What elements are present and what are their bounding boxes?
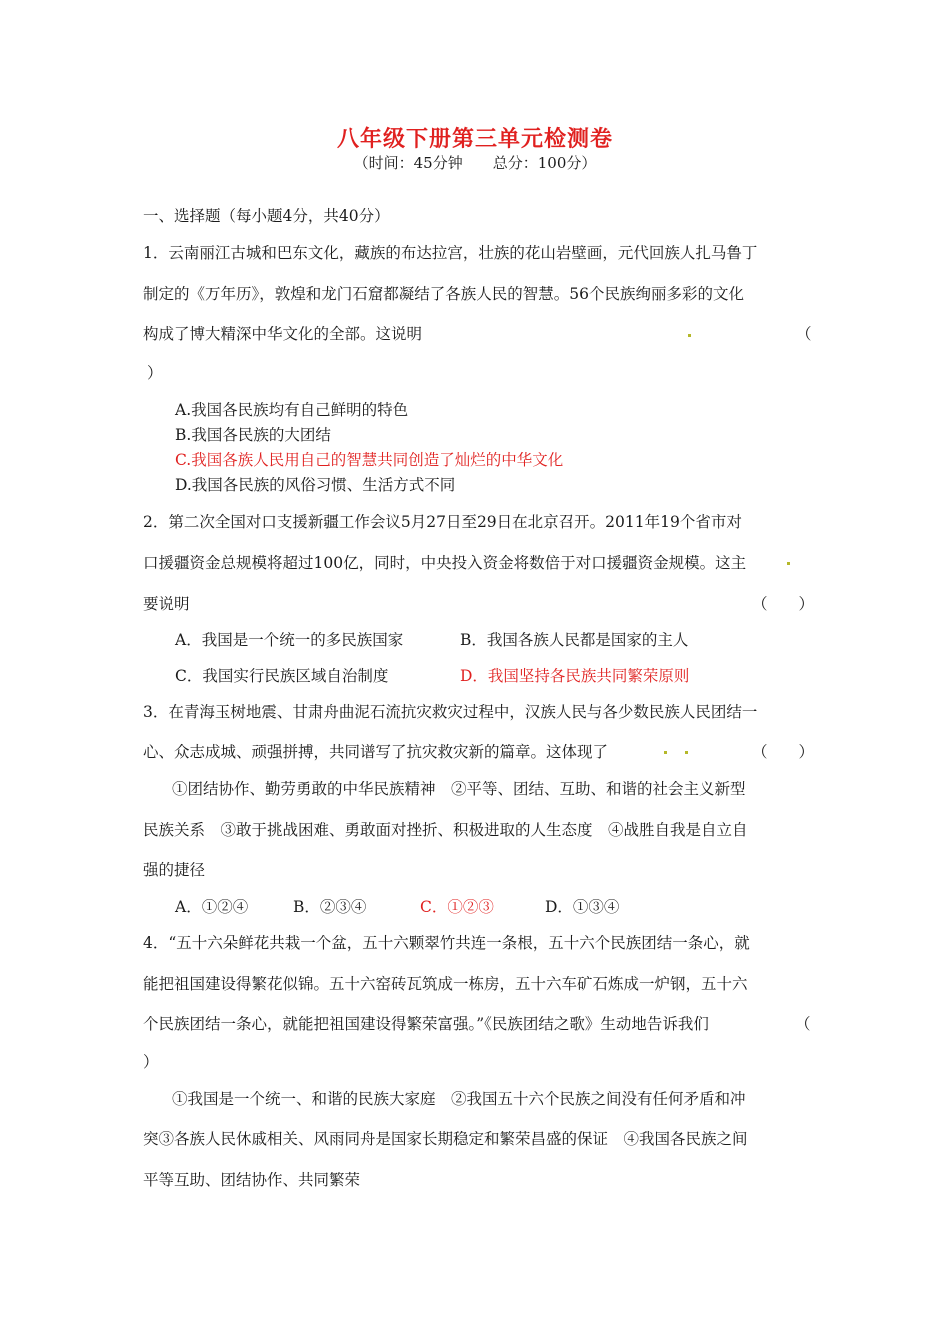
q1-paren-close: ） — [147, 364, 163, 382]
q4-paren-open: （ — [795, 1015, 811, 1033]
q3-paren: （ ） — [752, 743, 815, 761]
q2-option-b: B．我国各族人民都是国家的主人 — [460, 631, 689, 649]
mark-dot — [685, 751, 688, 754]
q4-statement-3: 平等互助、团结协作、共同繁荣 — [143, 1171, 361, 1189]
q3-option-a: A．①②④ — [175, 898, 249, 916]
mark-dot — [664, 751, 667, 754]
q4-line-3: 个民族团结一条心，就能把祖国建设得繁荣富强。”《民族团结之歌》生动地告诉我们 — [143, 1015, 709, 1033]
q1-line-2: 制定的《万年历》，敦煌和龙门石窟都凝结了各族人民的智慧。56个民族绚丽多彩的文化 — [143, 285, 744, 303]
q2-line-2: 口援疆资金总规模将超过100亿，同时，中央投入资金将数倍于对口援疆资金规模。这主 — [143, 554, 747, 572]
q4-statement-2: 突③各族人民休戚相关、风雨同舟是国家长期稳定和繁荣昌盛的保证 ④我国各民族之间 — [143, 1130, 748, 1148]
q1-line-3: 构成了博大精深中华文化的全部。这说明 — [143, 325, 423, 343]
q2-line-1: 2．第二次全国对口支援新疆工作会议5月27日至29日在北京召开。2011年19个省市对 — [143, 513, 742, 531]
q3-option-d: D．①③④ — [545, 898, 620, 916]
q3-statement-2: 民族关系 ③敢于挑战困难、勇敢面对挫折、积极进取的人生态度 ④战胜自我是自立自 — [143, 821, 748, 839]
q3-option-b: B．②③④ — [293, 898, 367, 916]
q1-option-b: B.我国各民族的大团结 — [175, 426, 331, 444]
q2-line-3: 要说明 — [143, 595, 190, 613]
q3-statement-1: ①团结协作、勤劳勇敢的中华民族精神 ②平等、团结、互助、和谐的社会主义新型 — [172, 780, 746, 798]
q4-line-1: 4．“五十六朵鲜花共栽一个盆，五十六颗翠竹共连一条根，五十六个民族团结一条心，就 — [143, 934, 750, 952]
page-title: 八年级下册第三单元检测卷 — [336, 126, 613, 152]
q1-option-c-answer: C.我国各族人民用自己的智慧共同创造了灿烂的中华文化 — [175, 451, 564, 469]
q1-option-a: A.我国各民族均有自己鲜明的特色 — [175, 401, 409, 419]
q3-line-1: 3．在青海玉树地震、甘肃舟曲泥石流抗灾救灾过程中，汉族人民与各少数民族人民团结一 — [143, 703, 758, 721]
q1-line-1: 1．云南丽江古城和巴东文化，藏族的布达拉宫，壮族的花山岩壁画，元代回族人扎马鲁丁 — [143, 244, 758, 262]
q1-paren-open: （ — [796, 325, 812, 343]
q4-line-2: 能把祖国建设得繁花似锦。五十六窑砖瓦筑成一栋房，五十六车矿石炼成一炉钢，五十六 — [143, 975, 748, 993]
mark-dot — [688, 334, 691, 337]
q2-option-c: C．我国实行民族区域自治制度 — [175, 667, 389, 685]
q3-line-2: 心、众志成城、顽强拼搏，共同谱写了抗灾救灾新的篇章。这体现了 — [143, 743, 609, 761]
q2-option-a: A．我国是一个统一的多民族国家 — [175, 631, 404, 649]
q4-paren-close: ） — [143, 1053, 159, 1071]
q1-option-d: D.我国各民族的风俗习惯、生活方式不同 — [175, 476, 456, 494]
exam-info: （时间：45分钟 总分：100分） — [353, 154, 597, 172]
q2-paren: （ ） — [752, 595, 815, 613]
q3-statement-3: 强的捷径 — [143, 861, 206, 879]
q2-option-d-answer: D．我国坚持各民族共同繁荣原则 — [460, 667, 690, 685]
mark-dot — [787, 562, 790, 565]
q3-option-c-answer: C．①②③ — [420, 898, 494, 916]
section-heading: 一、选择题（每小题4分，共40分） — [143, 207, 390, 225]
q4-statement-1: ①我国是一个统一、和谐的民族大家庭 ②我国五十六个民族之间没有任何矛盾和冲 — [172, 1090, 746, 1108]
